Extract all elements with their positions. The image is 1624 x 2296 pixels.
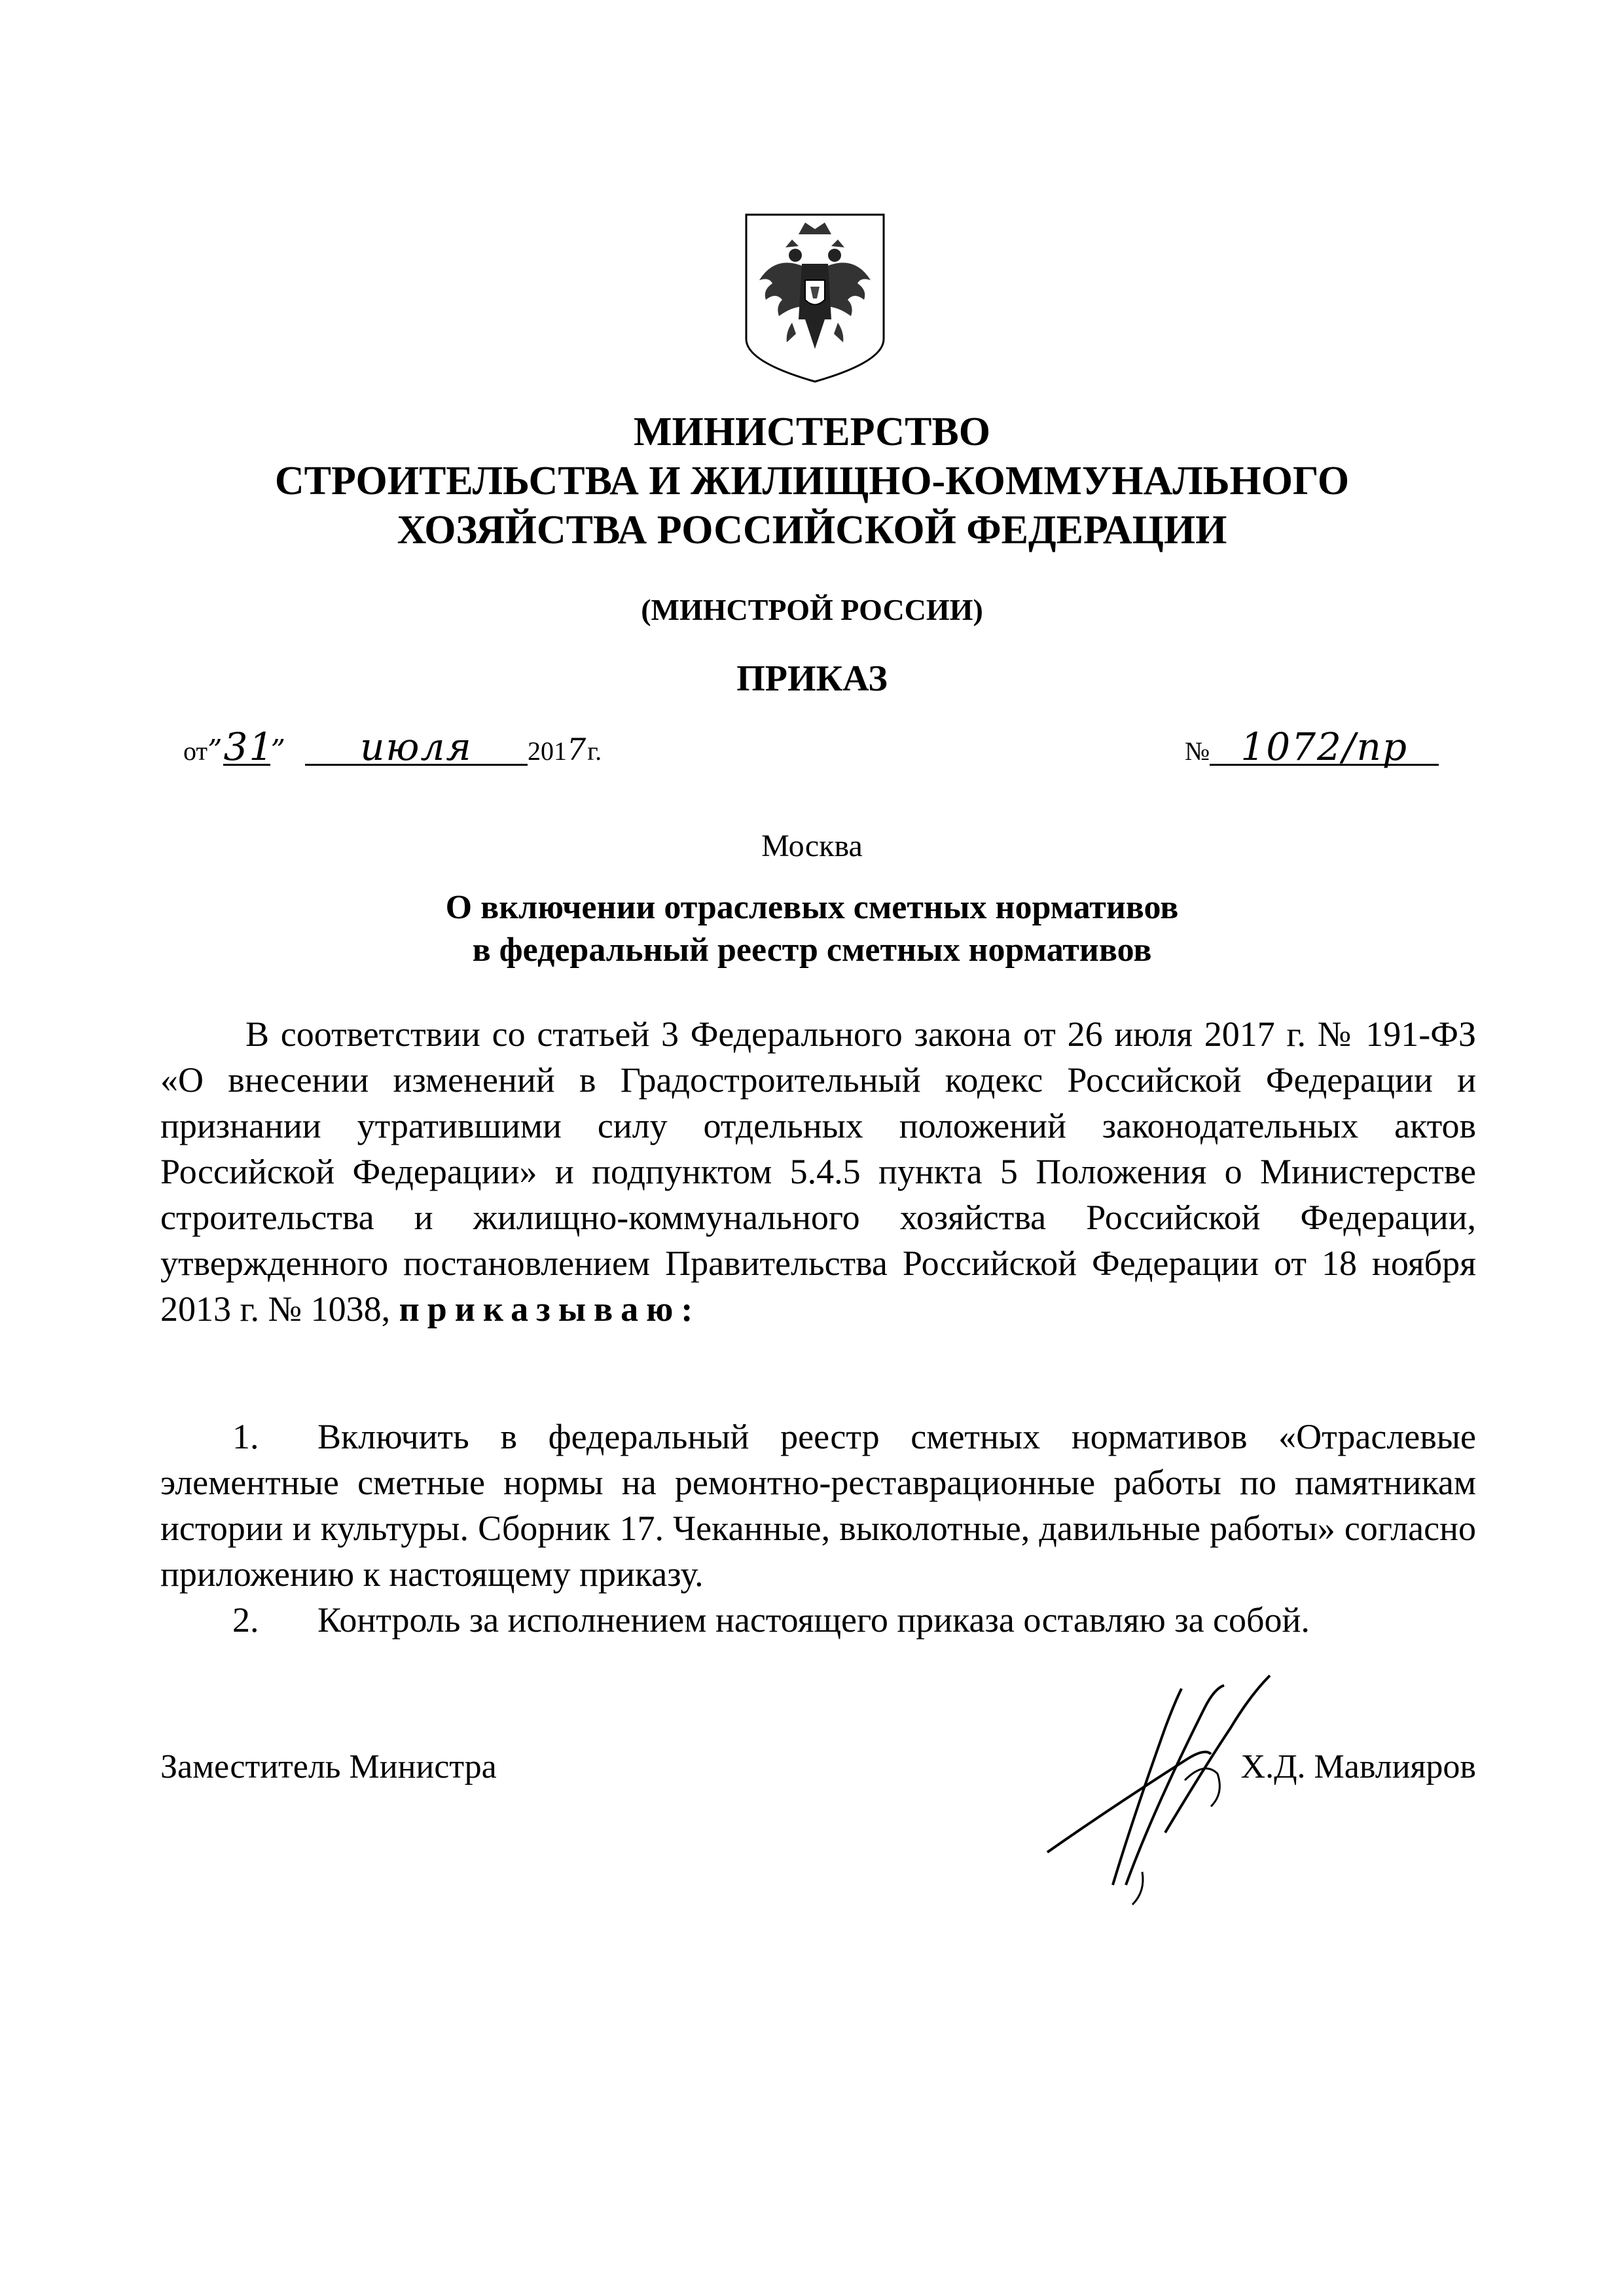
list-item: [160, 1414, 1476, 1597]
date-day: 31: [223, 725, 275, 769]
city: Москва: [761, 829, 863, 863]
preamble-text: В соответствии со статьей 3 Федерального закона от 26 июля 2017 г. № 191-ФЗ «О внесении изменений в Градостроительный кодекс Российской Федерации и признании утратившими силу отдельных положений законодательных актов Российской Федерации» и подпунктом 5.4.5 пункта 5 Положения о Министерстве строительства и жилищно-коммунального хозяйства Российской Федерации, утвержденного постановлением Правительства Российской Федерации от 18 ноября 2013 г. № 1038,: [160, 1014, 1476, 1329]
document-title-line-2: в федеральный реестр сметных нормативов: [472, 931, 1152, 969]
document-body: [160, 1011, 1476, 1332]
item-text: Включить в федеральный реестр сметных нормативов «Отраслевые элементные сметные нормы на ремонтно-реставрационные работы по памятникам истории и культуры. Сборник 17. Чеканные, выколотные, давильные работы» согласно приложению к настоящему приказу.: [160, 1417, 1476, 1594]
date-year-digit: 7: [566, 732, 588, 767]
number-label: №: [1185, 736, 1210, 766]
document-type: ПРИКАЗ: [736, 658, 888, 699]
ministry-name-line-1: МИНИСТЕРСТВО: [633, 410, 990, 454]
signatory-name: Х.Д. Мавлияров: [1240, 1748, 1476, 1785]
date-year-suffix: г.: [587, 736, 602, 766]
date-line: [183, 725, 602, 769]
order-number-line: [1185, 725, 1439, 769]
date-prefix: от: [183, 736, 208, 766]
list-item: [160, 1597, 1476, 1643]
russian-coat-of-arms-icon: [740, 208, 890, 385]
quote-close: ”: [270, 734, 287, 767]
ministry-name-line-3: ХОЗЯЙСТВА РОССИЙСКОЙ ФЕДЕРАЦИИ: [397, 508, 1227, 552]
ministry-short-name: (МИНСТРОЙ РОССИИ): [641, 593, 983, 626]
date-year-prefix: 201: [527, 736, 567, 766]
item-number: 2.: [232, 1600, 259, 1640]
ministry-name-line-2: СТРОИТЕЛЬСТВА И ЖИЛИЩНО-КОММУНАЛЬНОГО: [274, 459, 1350, 503]
item-text: Контроль за исполнением настоящего приказа оставляю за собой.: [317, 1600, 1310, 1640]
order-items: [160, 1414, 1476, 1643]
document-title-line-1: О включении отраслевых сметных нормативов: [445, 889, 1179, 926]
quote-open: ”: [207, 734, 224, 767]
item-number: 1.: [232, 1417, 259, 1456]
date-month: июля: [305, 730, 528, 766]
order-word: приказываю:: [399, 1289, 701, 1329]
preamble-paragraph: [160, 1011, 1476, 1332]
order-number: 1072/пр: [1210, 730, 1439, 766]
signatory-position: Заместитель Министра: [160, 1748, 497, 1785]
